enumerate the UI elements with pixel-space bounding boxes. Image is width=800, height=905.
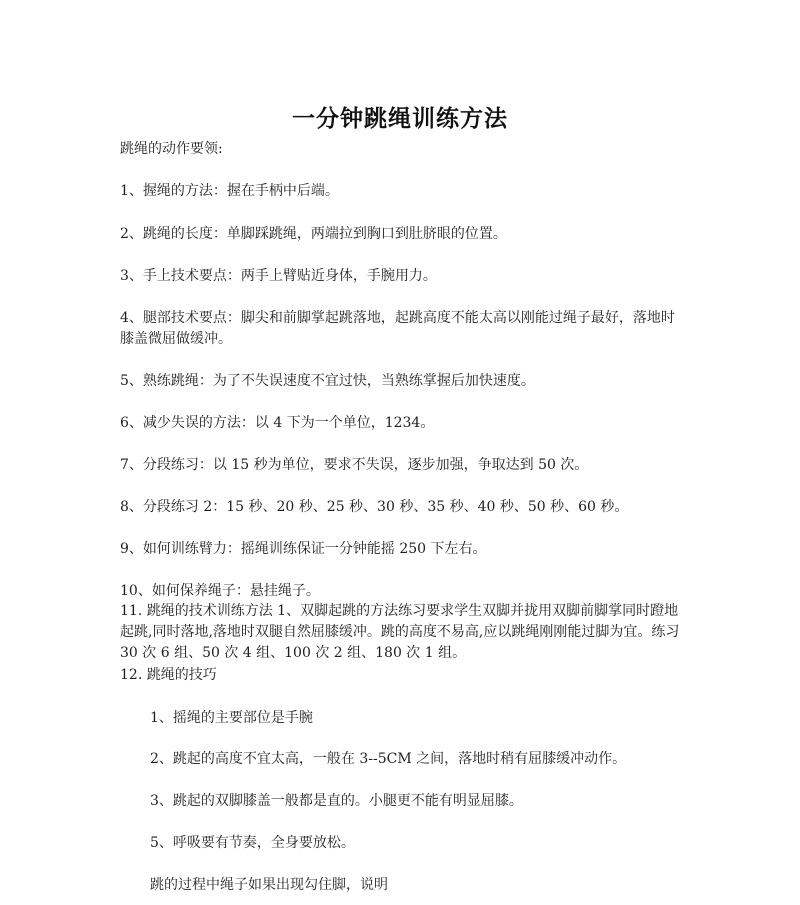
list-item: 2、跳绳的长度：单脚踩跳绳，两端拉到胸口到肚脐眼的位置。	[120, 226, 507, 242]
list-item: 4、腿部技术要点：脚尖和前脚掌起跳落地，起跳高度不能太高以刚能过绳子最好，落地时膝盖微屈做缓冲。	[120, 310, 675, 347]
tip-item: 3、跳起的双脚膝盖一般都是直的。小腿更不能有明显屈膝。	[150, 793, 523, 809]
tip-item: 1、摇绳的主要部位是手腕	[150, 710, 313, 726]
list-item: 7、分段练习：以 15 秒为单位，要求不失误，逐步加强，争取达到 50 次。	[120, 457, 589, 473]
list-item: 8、分段练习 2：15 秒、20 秒、25 秒、30 秒、35 秒、40 秒、50 秒、60 秒。	[120, 499, 629, 515]
document-title: 一分钟跳绳训练方法	[292, 105, 508, 132]
intro-text: 跳绳的动作要领:	[120, 141, 223, 157]
list-item: 1、握绳的方法：握在手柄中后端。	[120, 183, 339, 199]
tip-item: 跳的过程中绳子如果出现勾住脚，说明	[150, 877, 388, 893]
tip-item: 2、跳起的高度不宜太高，一般在 3--5CM 之间，落地时稍有屈膝缓冲动作。	[150, 751, 627, 767]
list-item: 11. 跳绳的技术训练方法 1、双脚起跳的方法练习要求学生双脚并拢用双脚前脚掌同时蹬地起跳,同时落地,落地时双腿自然屈膝缓冲。跳的高度不易高,应以跳绳刚刚能过脚为宜。练习 30 次 6 组、50 次 4 组、100 次 2 组、180 次 1 组。	[120, 603, 680, 661]
list-item: 12. 跳绳的技巧	[120, 667, 217, 683]
list-item: 6、减少失误的方法：以 4 下为一个单位，1234。	[120, 415, 435, 431]
list-item: 5、熟练跳绳：为了不失误速度不宜过快，当熟练掌握后加快速度。	[120, 373, 535, 389]
tip-item: 5、呼吸要有节奏，全身要放松。	[150, 835, 355, 851]
list-item: 10、如何保养绳子：悬挂绳子。	[120, 583, 320, 599]
list-item: 9、如何训练臂力：摇绳训练保证一分钟能摇 250 下左右。	[120, 541, 487, 557]
list-item: 3、手上技术要点：两手上臂贴近身体，手腕用力。	[120, 268, 437, 284]
